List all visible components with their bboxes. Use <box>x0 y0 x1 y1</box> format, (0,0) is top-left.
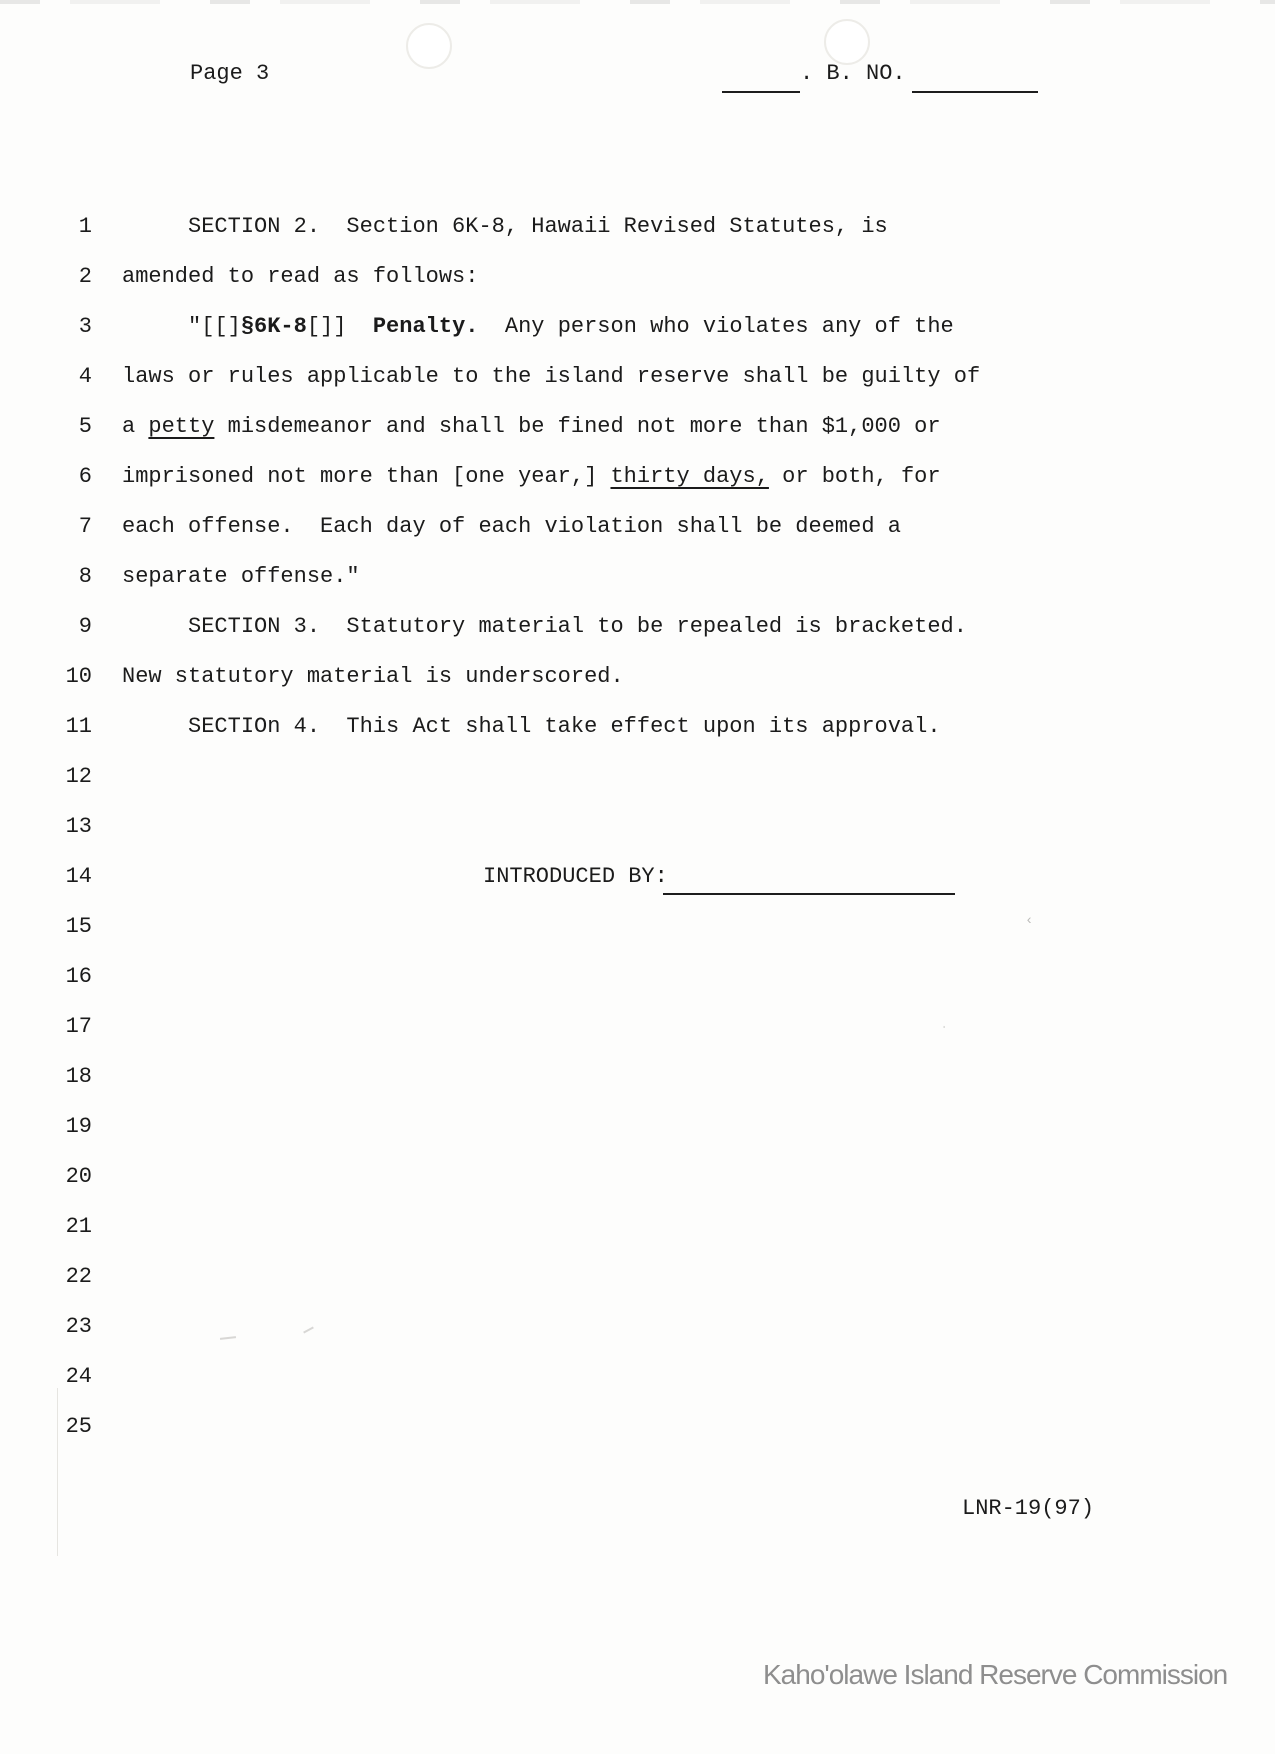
line-number: 13 <box>65 814 92 839</box>
line-number: 23 <box>65 1314 92 1339</box>
document-line <box>0 662 1275 692</box>
line-number: 12 <box>65 764 92 789</box>
line-number: 14 <box>65 864 92 889</box>
line-number: 25 <box>65 1414 92 1439</box>
bill-number-label: . B. NO. <box>800 61 906 86</box>
line-text: SECTION 2. Section 6K-8, Hawaii Revised Statutes, is <box>122 214 888 239</box>
line-number: 18 <box>65 1064 92 1089</box>
punch-hole-right <box>824 19 870 65</box>
line-number: 19 <box>65 1114 92 1139</box>
document-line <box>0 1012 1275 1042</box>
document-line <box>0 612 1275 642</box>
document-line <box>0 512 1275 542</box>
document-line <box>0 1212 1275 1242</box>
document-line <box>0 362 1275 392</box>
line-number: 20 <box>65 1164 92 1189</box>
punch-hole-left <box>406 23 452 69</box>
line-text: laws or rules applicable to the island reserve shall be guilty of <box>122 364 981 389</box>
document-line <box>0 312 1275 342</box>
line-number: 4 <box>78 364 92 389</box>
line-number: 9 <box>78 614 92 639</box>
line-text: each offense. Each day of each violation shall be deemed a <box>122 514 901 539</box>
document-line <box>0 412 1275 442</box>
document-line <box>0 962 1275 992</box>
line-number: 8 <box>78 564 92 589</box>
line-number: 22 <box>65 1264 92 1289</box>
document-line <box>0 462 1275 492</box>
line-number: 3 <box>78 314 92 339</box>
document-line <box>0 1312 1275 1342</box>
document-line <box>0 912 1275 942</box>
document-line <box>0 712 1275 742</box>
line-text: separate offense." <box>122 564 360 589</box>
document-line <box>0 212 1275 242</box>
document-line <box>0 1162 1275 1192</box>
document-line <box>0 1062 1275 1092</box>
line-text: "[[]§6K-8[]] Penalty. Any person who violates any of the <box>122 314 954 339</box>
document-line <box>0 1112 1275 1142</box>
scan-edge-smudge <box>0 0 1275 4</box>
document-line <box>0 1262 1275 1292</box>
document-line <box>0 562 1275 592</box>
introduced-by-label: INTRODUCED BY: <box>483 864 668 889</box>
bill-prefix-blank-line <box>722 91 800 93</box>
document-line <box>0 1412 1275 1442</box>
line-text: a petty misdemeanor and shall be fined not more than $1,000 or <box>122 414 941 439</box>
bill-number-blank-line <box>912 91 1038 93</box>
scan-artifact: ‹ <box>1025 913 1034 929</box>
line-number: 24 <box>65 1364 92 1389</box>
line-number: 2 <box>78 264 92 289</box>
line-number: 16 <box>65 964 92 989</box>
line-number: 11 <box>65 714 92 739</box>
line-text: New statutory material is underscored. <box>122 664 624 689</box>
line-number: 7 <box>78 514 92 539</box>
line-number: 17 <box>65 1014 92 1039</box>
line-number: 6 <box>78 464 92 489</box>
line-number: 21 <box>65 1214 92 1239</box>
line-number: 15 <box>65 914 92 939</box>
page-number-label: Page 3 <box>190 61 270 86</box>
line-number: 1 <box>78 214 92 239</box>
line-text: imprisoned not more than [one year,] thirty days, or both, for <box>122 464 941 489</box>
line-text: SECTIOn 4. This Act shall take effect upon its approval. <box>122 714 941 739</box>
document-line <box>0 262 1275 292</box>
document-line <box>0 762 1275 792</box>
introduced-by-blank-line <box>663 893 955 895</box>
form-code-label: LNR-19(97) <box>962 1496 1095 1521</box>
scan-artifact: · <box>940 1020 949 1036</box>
line-number: 10 <box>65 664 92 689</box>
document-line <box>0 1362 1275 1392</box>
commission-watermark: Kaho'olawe Island Reserve Commission <box>763 1659 1228 1690</box>
line-text: amended to read as follows: <box>122 264 479 289</box>
document-line <box>0 812 1275 842</box>
line-number: 5 <box>78 414 92 439</box>
line-text: SECTION 3. Statutory material to be repealed is bracketed. <box>122 614 967 639</box>
